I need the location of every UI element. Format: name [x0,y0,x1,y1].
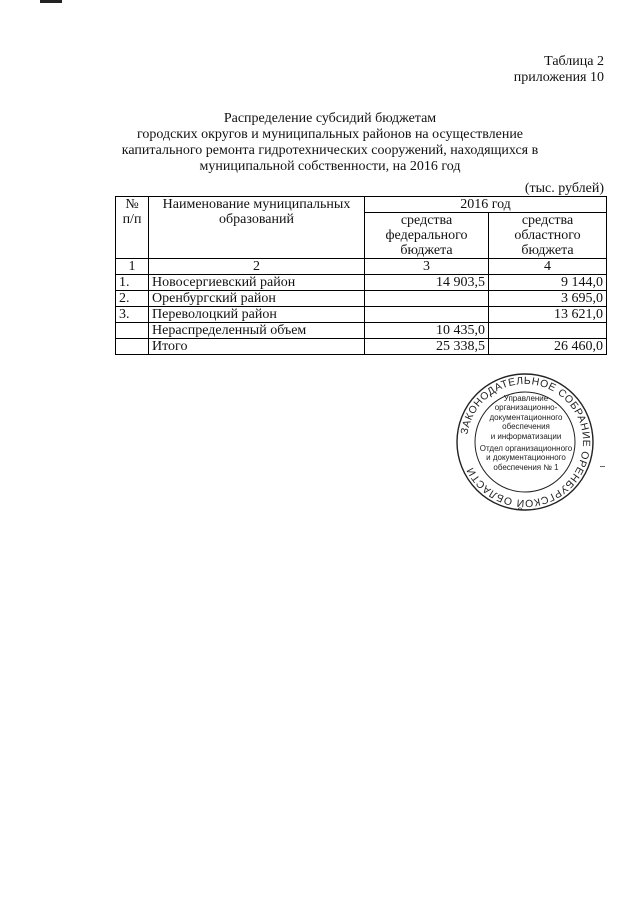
table-row [116,291,607,307]
table-row [116,323,607,339]
row-name: Переволоцкий район [149,307,365,323]
row-name: Нераспределенный объем [149,323,365,339]
row-federal: 10 435,0 [365,323,489,339]
row-number: 3. [116,307,149,323]
column-number: 3 [365,259,489,275]
scan-top-mark [40,0,62,3]
header-federal: средства федерального бюджета [365,213,489,259]
numbering-row [116,259,607,275]
stamp-outer-text: ЗАКОНОДАТЕЛЬНОЕ СОБРАНИЕ ОРЕНБУРГСКОЙ ОБЛАСТИ [459,375,592,509]
column-number: 1 [116,259,149,275]
title-line: Распределение субсидий бюджетам [223,111,437,126]
stamp-line: обеспечения [502,422,550,432]
row-number: 1. [116,275,149,291]
stamp-line: документационного [489,412,563,422]
title-line: капитального ремонта гидротехнических сооружений, находящихся в [121,143,539,158]
column-number: 4 [489,259,607,275]
header-number: № п/п [116,197,149,259]
total-federal: 25 338,5 [365,339,489,355]
row-regional: 13 621,0 [489,307,607,323]
header-regional: средства областного бюджета [489,213,607,259]
document-title [110,111,550,175]
total-regional: 26 460,0 [489,339,607,355]
title-line: городских округов и муниципальных районов на осуществление [136,127,524,142]
units-label: (тыс. рублей) [524,181,604,196]
title-line: муниципальной собственности, на 2016 год [199,159,461,174]
row-name: Новосергиевский район [149,275,365,291]
stamp-line: Управление [503,394,549,403]
row-regional: 3 695,0 [489,291,607,307]
table-label: Таблица 2 [544,54,604,69]
stamp-line: и информатизации [490,431,562,441]
row-federal [365,291,489,307]
header-year: 2016 год [365,197,607,213]
subsidy-table [115,196,607,355]
total-label: Итого [149,339,365,355]
column-number: 2 [149,259,365,275]
margin-mark [600,466,605,467]
row-federal [365,307,489,323]
stamp-line: и документационного [486,453,566,463]
row-federal: 14 903,5 [365,275,489,291]
stamp-inner-text [478,394,574,472]
total-number [116,339,149,355]
row-regional: 9 144,0 [489,275,607,291]
stamp-line: обеспечения № 1 [493,462,559,472]
table-row [116,307,607,323]
row-regional [489,323,607,339]
row-number [116,323,149,339]
row-name: Оренбургский район [149,291,365,307]
table-row [116,275,607,291]
row-number: 2. [116,291,149,307]
header-name: Наименование муниципальных образований [149,197,365,259]
total-row [116,339,607,355]
appendix-label: приложения 10 [513,70,604,85]
stamp-line: Отдел организационного [479,444,573,454]
stamp-line: организационно- [494,403,558,413]
